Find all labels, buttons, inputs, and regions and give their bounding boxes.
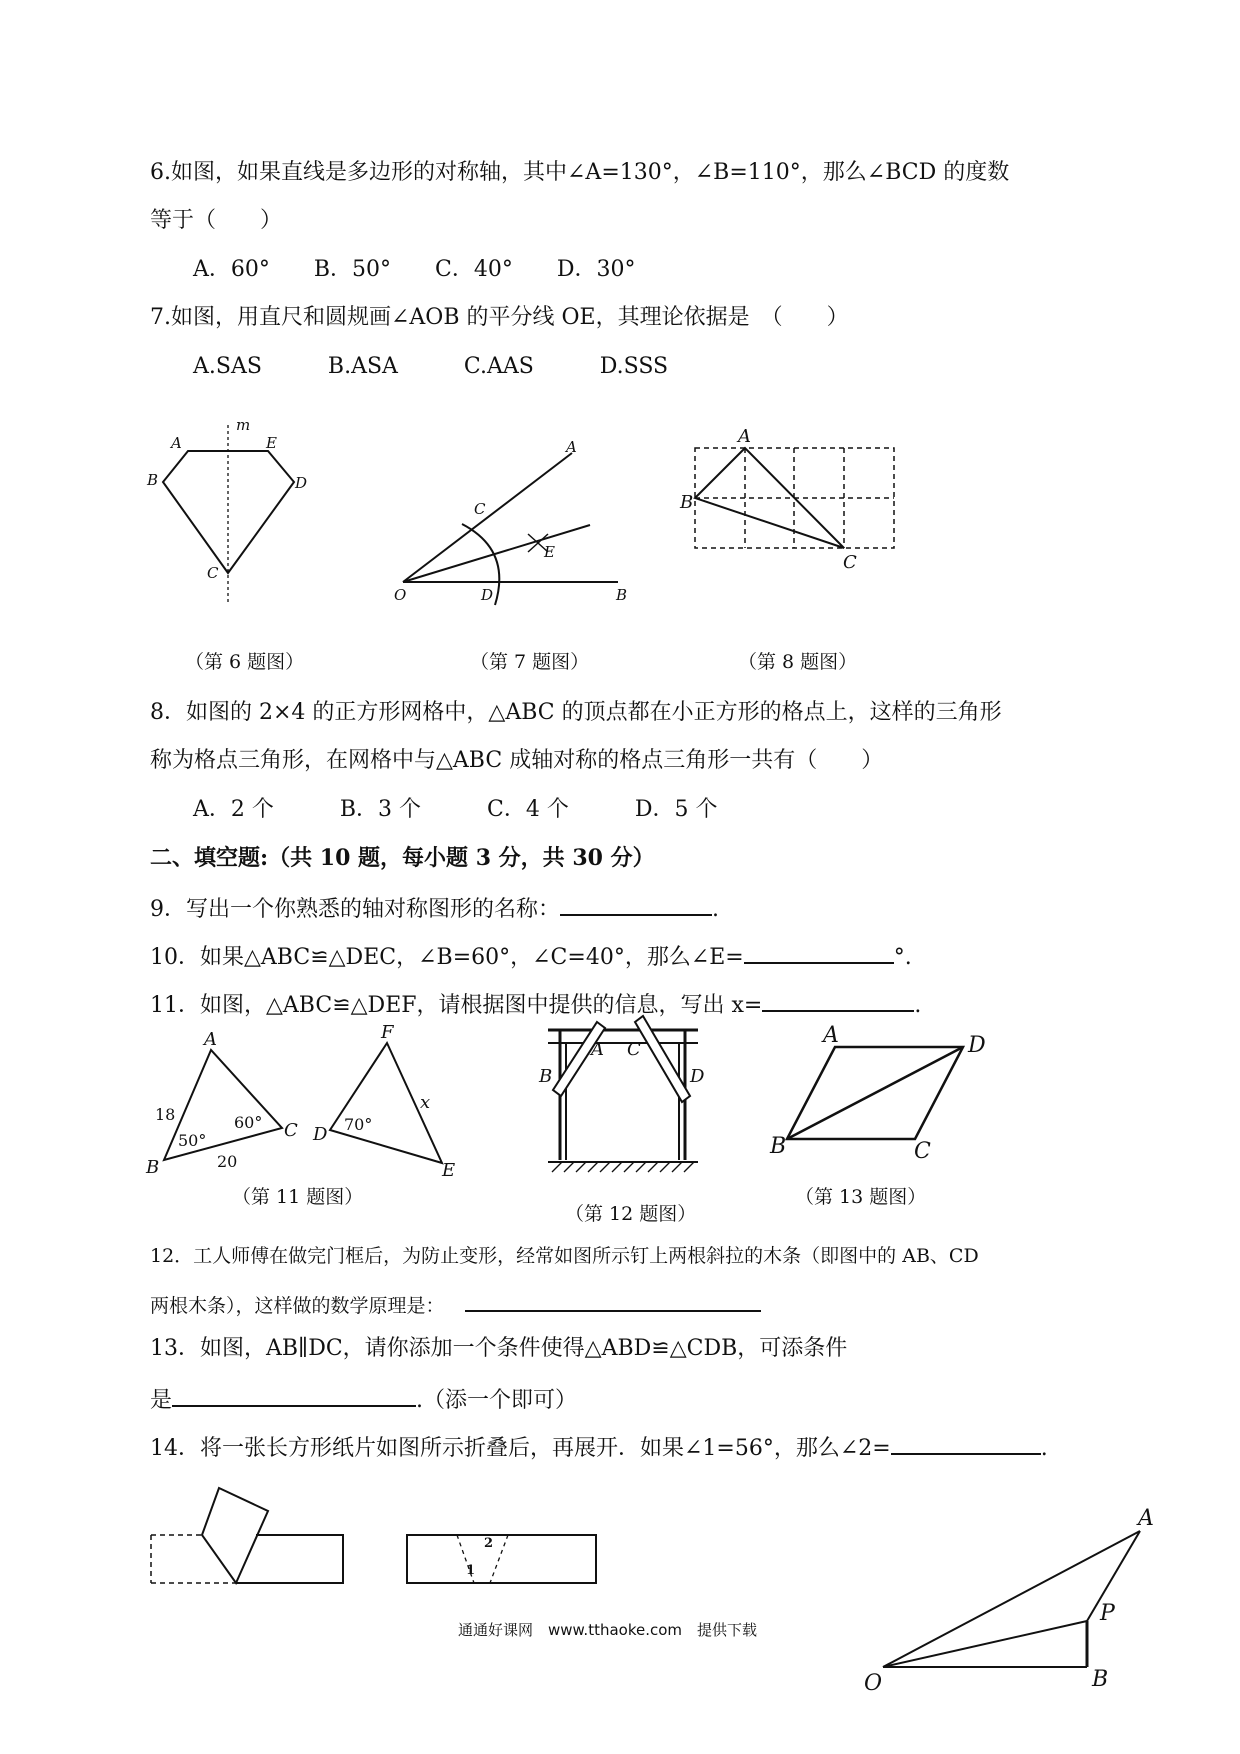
fig12-label-C: C bbox=[627, 1039, 641, 1060]
fig11-side-18: 18 bbox=[155, 1105, 176, 1124]
fig11-label-D: D bbox=[313, 1124, 328, 1145]
fig11-side-20: 20 bbox=[217, 1152, 238, 1171]
fig6-label-E: E bbox=[266, 434, 277, 452]
fig12-label-A: A bbox=[591, 1039, 604, 1060]
q6-options: A．60° B．50° C．40° D．30° bbox=[193, 257, 636, 282]
q9-text: 9．写出一个你熟悉的轴对称图形的名称： bbox=[150, 897, 560, 922]
fig11-label-C: C bbox=[284, 1120, 298, 1141]
q12-line2-text: 两根木条），这样做的数学原理是： bbox=[150, 1295, 445, 1317]
q8-options: A．2 个 B．3 个 C．4 个 D．5 个 bbox=[193, 797, 718, 822]
fig13-label-C: C bbox=[914, 1139, 931, 1164]
fig8-label-B: B bbox=[680, 492, 694, 513]
fig6-label-D: D bbox=[295, 474, 308, 492]
fig13-caption: （第 13 题图） bbox=[795, 1186, 927, 1208]
fig8-caption: （第 8 题图） bbox=[738, 651, 858, 673]
figP-label-A: A bbox=[1138, 1506, 1154, 1531]
fig7-label-D: D bbox=[481, 586, 494, 604]
q11-text: 11．如图，△ABC≌△DEF，请根据图中提供的信息，写出 x= bbox=[150, 993, 763, 1018]
fig11-label-F: F bbox=[381, 1022, 394, 1043]
fig12-label-B: B bbox=[539, 1066, 553, 1087]
q12-line1: 12．工人师傅在做完门框后，为防止变形，经常如图所示钉上两根斜拉的木条（即图中的 AB、CD bbox=[150, 1245, 979, 1267]
fig7-label-A: A bbox=[566, 438, 577, 456]
fig11-angle-60: 60° bbox=[234, 1113, 263, 1132]
fig7-label-E: E bbox=[544, 543, 555, 561]
footer: 通通好课网 www.tthaoke.com 提供下载 bbox=[458, 1621, 758, 1639]
q13-line2-start: 是 bbox=[150, 1388, 173, 1413]
fig8-label-C: C bbox=[843, 552, 857, 573]
q10-text: 10．如果△ABC≌△DEC，∠B=60°，∠C=40°，那么∠E= bbox=[150, 945, 744, 970]
q13-line2-end: .（添一个即可） bbox=[416, 1388, 578, 1413]
fig11-caption: （第 11 题图） bbox=[232, 1186, 364, 1208]
figP-label-B: B bbox=[1092, 1667, 1109, 1692]
fig6-label-B: B bbox=[147, 471, 159, 489]
fig8-grid bbox=[695, 448, 894, 548]
q8-line2: 称为格点三角形，在网格中与△ABC 成轴对称的格点三角形一共有（ ） bbox=[150, 748, 884, 773]
section-2-heading: 二、填空题:（共 10 题，每小题 3 分，共 30 分） bbox=[150, 845, 655, 871]
fig7-label-C: C bbox=[474, 500, 486, 518]
fig11-label-A: A bbox=[204, 1029, 217, 1050]
fig7-label-O: O bbox=[394, 586, 407, 604]
q7-line1: 7.如图，用直尺和圆规画∠AOB 的平分线 OE，其理论依据是 （ ） bbox=[150, 305, 849, 330]
fig7-bisector bbox=[403, 453, 618, 605]
fig11-angle-70: 70° bbox=[344, 1115, 373, 1134]
q8-line1: 8．如图的 2×4 的正方形网格中，△ABC 的顶点都在小正方形的格点上，这样的三角形 bbox=[150, 700, 1002, 725]
fig7-label-B: B bbox=[616, 586, 628, 604]
fig14-angle-1: 1 bbox=[466, 1563, 476, 1578]
figP-triangle bbox=[883, 1531, 1140, 1667]
figP-label-P: P bbox=[1100, 1601, 1115, 1626]
q11-end: . bbox=[914, 993, 922, 1018]
fig7-caption: （第 7 题图） bbox=[470, 651, 590, 673]
fig13-parallelogram bbox=[787, 1047, 963, 1139]
fig12-label-D: D bbox=[690, 1066, 705, 1087]
q6-line1: 6.如图，如果直线是多边形的对称轴，其中∠A=130°，∠B=110°，那么∠BCD 的度数 bbox=[150, 160, 1010, 185]
fig14-angle-2: 2 bbox=[484, 1536, 494, 1551]
fig11-label-E: E bbox=[442, 1160, 456, 1181]
figP-label-O: O bbox=[864, 1671, 883, 1696]
fig13-label-A: A bbox=[823, 1023, 839, 1048]
fig11-angle-50: 50° bbox=[178, 1131, 207, 1150]
q13-line1: 13．如图，AB∥DC，请你添加一个条件使得△ABD≌△CDB，可添条件 bbox=[150, 1336, 848, 1361]
q14-text: 14．将一张长方形纸片如图所示折叠后，再展开．如果∠1=56°，那么∠2= bbox=[150, 1436, 891, 1461]
q7-options: A.SAS B.ASA C.AAS D.SSS bbox=[193, 354, 669, 379]
fig11-label-B: B bbox=[146, 1157, 160, 1178]
fig13-label-B: B bbox=[770, 1134, 787, 1159]
q10-end: °. bbox=[893, 945, 912, 970]
fig12-door-frame bbox=[548, 1016, 698, 1172]
fig6-label-C: C bbox=[207, 564, 219, 582]
fig11-label-x: x bbox=[420, 1092, 431, 1113]
fig8-label-A: A bbox=[738, 426, 751, 447]
fig14-folded-strips bbox=[151, 1488, 596, 1583]
fig12-caption: （第 12 题图） bbox=[565, 1203, 697, 1225]
fig13-label-D: D bbox=[968, 1033, 986, 1058]
fig6-label-A: A bbox=[171, 434, 182, 452]
fig6-caption: （第 6 题图） bbox=[185, 651, 305, 673]
q6-line2: 等于（ ） bbox=[150, 208, 283, 233]
fig6-label-m: m bbox=[236, 416, 251, 434]
q9-end: . bbox=[712, 897, 719, 922]
q14-end: . bbox=[1040, 1436, 1048, 1461]
